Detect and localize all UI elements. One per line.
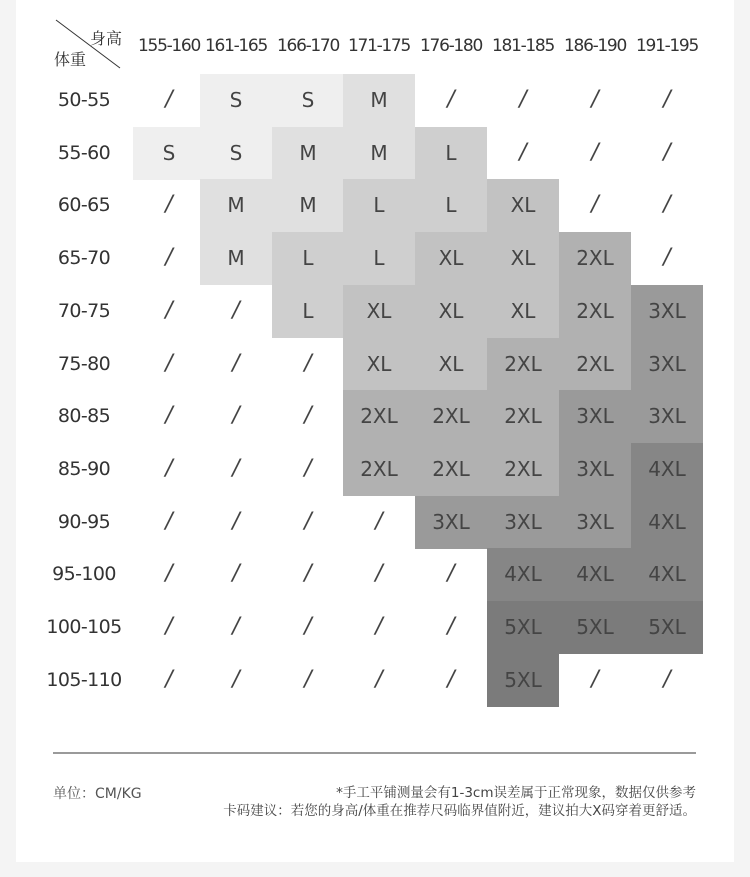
weight-row-label: 90-95 [57, 510, 111, 533]
size-cell: 3XL [487, 496, 559, 549]
empty-size-cell: / [232, 561, 240, 587]
empty-size-cell: / [447, 561, 455, 587]
empty-size-cell: / [165, 666, 173, 692]
size-cell: 4XL [631, 548, 703, 601]
size-cell: 2XL [487, 390, 559, 443]
size-cell: S [272, 74, 344, 127]
size-cell: 2XL [559, 285, 631, 338]
size-cell: S [200, 127, 272, 180]
size-cell: 2XL [343, 390, 415, 443]
size-cell: L [415, 179, 487, 232]
size-cell: L [415, 127, 487, 180]
size-cell: 2XL [343, 443, 415, 496]
size-cell: 3XL [415, 496, 487, 549]
size-cell: 2XL [559, 232, 631, 285]
empty-size-cell: / [304, 666, 312, 692]
empty-size-cell: / [232, 614, 240, 639]
empty-size-cell: / [375, 508, 383, 534]
weight-row-label: 60-65 [57, 194, 111, 217]
empty-size-cell: / [232, 455, 240, 481]
size-cell: 2XL [559, 338, 631, 391]
empty-size-cell: / [165, 350, 173, 376]
size-cell: 5XL [559, 601, 631, 654]
empty-size-cell: / [165, 455, 173, 481]
empty-size-cell: / [232, 666, 240, 692]
size-advice-note: 卡码建议：若您的身高/体重在推荐尺码临界值附近，建议拍大X码穿着更舒适。 [223, 803, 696, 819]
height-column-header: 181-185 [492, 36, 554, 56]
empty-size-cell: / [663, 139, 671, 165]
height-column-header: 171-175 [348, 36, 410, 56]
empty-size-cell: / [375, 666, 383, 692]
empty-size-cell: / [304, 614, 312, 639]
size-cell: XL [415, 338, 487, 391]
empty-size-cell: / [663, 666, 671, 692]
height-column-header: 186-190 [564, 36, 626, 56]
empty-size-cell: / [232, 508, 240, 534]
height-column-header: 176-180 [420, 36, 482, 56]
empty-size-cell: / [165, 192, 173, 218]
empty-size-cell: / [447, 87, 455, 112]
size-cell: L [343, 232, 415, 285]
empty-size-cell: / [447, 666, 455, 692]
height-column-header: 166-170 [277, 36, 339, 56]
size-cell: L [272, 232, 344, 285]
size-cell: 5XL [487, 601, 559, 654]
size-cell: XL [415, 285, 487, 338]
size-cell: M [272, 179, 344, 232]
empty-size-cell: / [591, 666, 599, 692]
weight-row-label: 105-110 [46, 668, 122, 691]
empty-size-cell: / [447, 614, 455, 639]
size-cell: 2XL [487, 338, 559, 391]
weight-row-label: 55-60 [57, 141, 111, 164]
size-cell: L [272, 285, 344, 338]
empty-size-cell: / [165, 297, 173, 323]
size-cell: S [200, 74, 272, 127]
empty-size-cell: / [591, 139, 599, 165]
empty-size-cell: / [165, 508, 173, 534]
size-cell: XL [487, 285, 559, 338]
empty-size-cell: / [165, 614, 173, 639]
size-cell: 2XL [415, 443, 487, 496]
empty-size-cell: / [591, 87, 599, 112]
height-axis-label: 身高 [89, 29, 122, 48]
height-column-header: 155-160 [138, 36, 200, 56]
size-cell: XL [487, 179, 559, 232]
size-cell: M [343, 127, 415, 180]
size-cell: XL [415, 232, 487, 285]
empty-size-cell: / [375, 614, 383, 639]
weight-axis-label: 体重 [54, 50, 87, 69]
empty-size-cell: / [165, 87, 173, 112]
empty-size-cell: / [519, 139, 527, 165]
empty-size-cell: / [304, 561, 312, 587]
size-cell: M [343, 74, 415, 127]
size-cell: 3XL [631, 338, 703, 391]
weight-row-label: 65-70 [57, 247, 111, 270]
size-cell: 3XL [631, 285, 703, 338]
empty-size-cell: / [232, 350, 240, 376]
size-cell: XL [343, 338, 415, 391]
empty-size-cell: / [232, 403, 240, 429]
unit-label: 单位：CM/KG [53, 786, 142, 802]
weight-row-label: 50-55 [57, 89, 111, 111]
empty-size-cell: / [663, 192, 671, 218]
size-cell: 4XL [559, 548, 631, 601]
empty-size-cell: / [304, 403, 312, 429]
table-corner-header [54, 18, 122, 70]
empty-size-cell: / [304, 455, 312, 481]
size-cell: 5XL [631, 601, 703, 654]
size-cell: M [272, 127, 344, 180]
empty-size-cell: / [304, 508, 312, 534]
size-cell: 3XL [559, 443, 631, 496]
size-cell: M [200, 179, 272, 232]
weight-row-label: 80-85 [57, 405, 111, 428]
empty-size-cell: / [663, 245, 671, 271]
weight-row-label: 85-90 [57, 457, 111, 480]
weight-row-label: 70-75 [57, 299, 111, 322]
empty-size-cell: / [165, 245, 173, 271]
empty-size-cell: / [591, 192, 599, 218]
height-column-header: 191-195 [636, 36, 698, 56]
weight-row-label: 95-100 [52, 563, 116, 586]
size-cell: 3XL [559, 390, 631, 443]
empty-size-cell: / [165, 403, 173, 429]
empty-size-cell: / [663, 87, 671, 112]
size-cell: S [133, 127, 205, 180]
size-cell: L [343, 179, 415, 232]
size-cell: XL [487, 232, 559, 285]
size-cell: 5XL [487, 654, 559, 707]
size-cell: 2XL [415, 390, 487, 443]
size-cell: 4XL [631, 443, 703, 496]
measurement-note: *手工平铺测量会有1-3cm误差属于正常现象，数据仅供参考 [336, 785, 696, 801]
empty-size-cell: / [375, 561, 383, 587]
empty-size-cell: / [232, 297, 240, 323]
divider [53, 752, 696, 754]
size-cell: XL [343, 285, 415, 338]
empty-size-cell: / [519, 87, 527, 112]
size-cell: 3XL [631, 390, 703, 443]
weight-row-label: 75-80 [57, 352, 111, 375]
size-cell: M [200, 232, 272, 285]
size-cell: 4XL [631, 496, 703, 549]
size-cell: 2XL [487, 443, 559, 496]
size-cell: 3XL [559, 496, 631, 549]
empty-size-cell: / [165, 561, 173, 587]
empty-size-cell: / [304, 350, 312, 376]
weight-row-label: 100-105 [46, 616, 122, 638]
height-column-header: 161-165 [205, 36, 267, 56]
size-cell: 4XL [487, 548, 559, 601]
